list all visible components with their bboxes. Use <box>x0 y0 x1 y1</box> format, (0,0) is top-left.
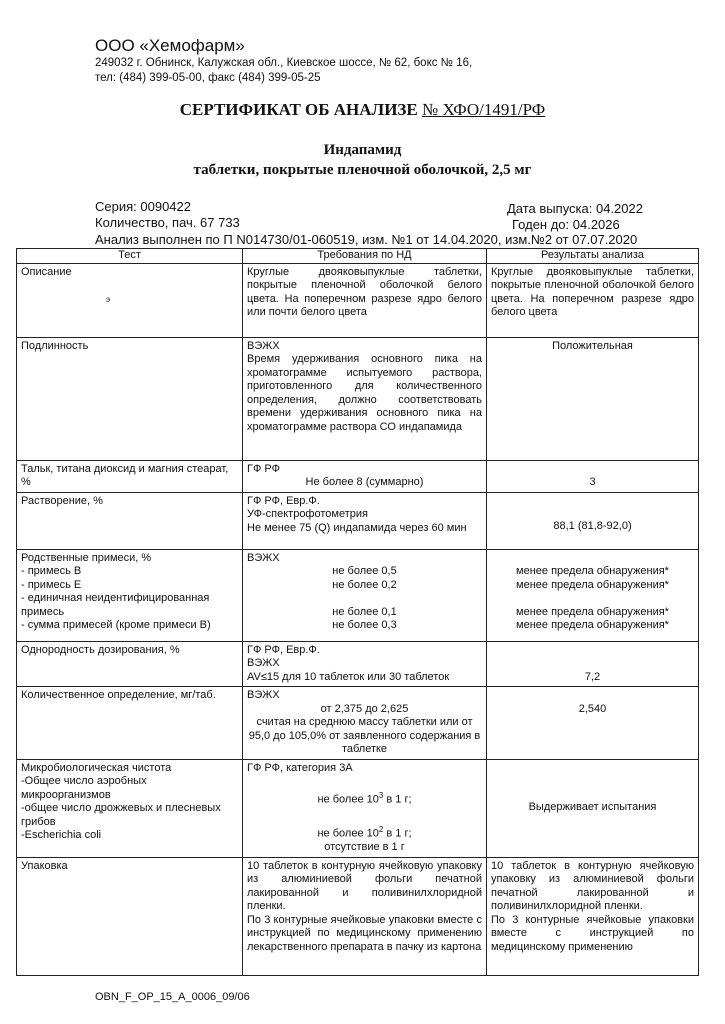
requirement-cell <box>243 641 487 687</box>
company-address <box>95 56 472 86</box>
result-cell: Выдерживает испытания <box>487 759 699 857</box>
requirement-text: AV≤15 для 10 таблеток или 30 таблеток <box>247 670 450 683</box>
test-name: Описание <box>21 265 72 278</box>
header-test: Тест <box>17 249 243 264</box>
method-label: ГФ РФ <box>247 462 280 475</box>
table-row <box>17 641 699 687</box>
requirement-cell: Круглые двояковыпуклые таблетки, покрытые пленочной оболочкой белого цвета. На поперечном разрезе ядро белого или почти белого цвета <box>243 263 487 337</box>
test-cell <box>17 549 243 641</box>
micro-limit <box>247 789 482 807</box>
test-name: Микробиологическая чистота <box>21 761 172 774</box>
requirement-text: Время удерживания основного пика на хроматограмме испытуемого раствора, приготовленного для количественного определения, должно соответствовать времени удерживания основного пика на хроматограмме раствора СО индапамида <box>247 353 482 433</box>
micro-subtest: -Escherichia coli <box>21 829 102 841</box>
table-row <box>17 549 699 641</box>
requirement-cell <box>243 857 487 975</box>
result-cell: 3 <box>487 460 699 492</box>
title-prefix: СЕРТИФИКАТ ОБ АНАЛИЗЕ <box>179 100 418 119</box>
impurity-name: - примесь Е <box>21 578 82 591</box>
method-label: ВЭЖХ <box>247 657 280 669</box>
test-cell: Подлинность <box>17 337 243 460</box>
test-name: Родственные примеси, % <box>21 551 152 564</box>
requirement-cell <box>243 759 487 857</box>
series: Серия: 0090422 <box>95 199 191 214</box>
test-cell <box>17 263 243 337</box>
table-header-row <box>17 249 699 264</box>
impurity-name: - сумма примесей (кроме примеси В) <box>21 619 211 631</box>
result-cell: 7,2 <box>487 641 699 687</box>
requirement-cell <box>243 337 487 460</box>
requirement-cell <box>243 492 487 549</box>
result-cell: 2,540 <box>487 687 699 760</box>
table-row <box>17 857 699 975</box>
result-cell <box>487 549 699 641</box>
result-text: 10 таблеток в контурную ячейковую упаковку из алюминиевой фольги печатной лакированной и поливинилхлоридной пленки. <box>491 859 694 913</box>
method-label: ГФ РФ, Евр.Ф. <box>247 643 320 656</box>
micro-subtest: -общее число дрожжевых и плесневых грибов <box>21 802 221 828</box>
result-text: По 3 контурные ячейковые упаковки вместе с инструкцией по медицинскому применению <box>491 913 694 953</box>
impurity-limit: не более 0,1 <box>332 605 397 618</box>
table-row <box>17 687 699 760</box>
limit-base: не более 10 <box>317 827 379 840</box>
analysis-reference: Анализ выполнен по П N014730/01-060519, изм. №1 от 14.04.2020, изм.№2 от 07.07.2020 <box>95 232 638 247</box>
requirement-text: от 2,375 до 2,625 <box>320 702 409 715</box>
product-name: Индапамид <box>323 142 402 158</box>
impurity-result: менее предела обнаружения* <box>516 619 669 631</box>
certificate-title <box>0 100 725 120</box>
micro-limit: отсутствие в 1 г <box>324 841 405 854</box>
method-label: УФ-спектрофотометрия <box>247 508 368 520</box>
impurity-limit: не более 0,3 <box>332 619 397 631</box>
limit-unit: в 1 г; <box>383 827 412 840</box>
header-requirements: Требования по НД <box>243 249 487 264</box>
test-cell: Тальк, титана диоксид и магния стеарат, % <box>17 460 243 492</box>
impurity-result: менее предела обнаружения* <box>516 565 669 577</box>
stray-mark: э <box>106 295 111 304</box>
table-row <box>17 263 699 337</box>
limit-exponent: 3 <box>378 791 384 800</box>
impurity-name: - примесь В <box>21 565 82 577</box>
impurity-limit: не более 0,5 <box>332 565 397 577</box>
requirement-text: По 3 контурные ячейковые упаковки вместе с инструкцией по медицинскому применению лекарственного препарата в пачку из картона <box>247 913 482 953</box>
method-label: ГФ РФ, Евр.Ф. <box>247 494 320 507</box>
table-row <box>17 759 699 857</box>
result-cell: Положительная <box>487 337 699 460</box>
analysis-table <box>16 248 699 976</box>
requirement-text: считая на среднюю массу таблетки или от 95,0 до 105,0% от заявленного содержания в таблетке <box>248 716 481 755</box>
requirement-cell <box>243 460 487 492</box>
impurity-limit: не более 0,2 <box>332 578 397 591</box>
address-line: 249032 г. Обнинск, Калужская обл., Киевское шоссе, № 62, бокс № 16, <box>95 57 473 69</box>
impurity-result: менее предела обнаружения* <box>516 605 669 618</box>
limit-exponent: 2 <box>378 825 384 835</box>
requirement-text: 10 таблеток в контурную ячейковую упаковку из алюминиевой фольги печатной лакированной и поливинилхлоридной пленки. <box>247 859 482 913</box>
requirement-text: Не более 8 (суммарно) <box>305 476 424 488</box>
method-label: ВЭЖХ <box>247 689 280 701</box>
quantity: Количество, пач. 67 733 <box>95 215 240 230</box>
requirement-cell <box>243 549 487 641</box>
test-cell: Однородность дозирования, % <box>17 641 243 687</box>
limit-base: не более 10 <box>317 793 379 806</box>
expiry-date: Годен до: 04.2026 <box>512 217 620 232</box>
limit-unit: в 1 г; <box>383 793 412 806</box>
company-name: ООО «Хемофарм» <box>95 36 245 55</box>
test-cell: Количественное определение, мг/таб. <box>17 687 243 760</box>
table-row <box>17 460 699 492</box>
method-label: ВЭЖХ <box>247 551 280 564</box>
result-cell: Круглые двояковыпуклые таблетки, покрытые пленочной оболочкой белого цвета. На поперечном разрезе ядро белого цвета <box>487 263 699 337</box>
table-row <box>17 492 699 549</box>
result-cell: 88,1 (81,8-92,0) <box>487 492 699 549</box>
header-results: Результаты анализа <box>487 249 699 264</box>
impurity-result: менее предела обнаружения* <box>516 578 669 591</box>
impurity-name: - единичная неидентифицированная примесь <box>21 592 210 618</box>
test-cell <box>17 759 243 857</box>
release-date: Дата выпуска: 04.2022 <box>507 201 643 216</box>
requirement-cell <box>243 687 487 760</box>
result-cell <box>487 857 699 975</box>
test-cell: Растворение, % <box>17 492 243 549</box>
product-form: таблетки, покрытые пленочной оболочкой, 2,5 мг <box>193 162 532 178</box>
requirement-text: Не менее 75 (Q) индапамида через 60 мин <box>247 521 467 534</box>
test-cell: Упаковка <box>17 857 243 975</box>
phone-line: тел: (484) 399-05-00, факс (484) 399-05-25 <box>95 72 321 84</box>
method-label: ВЭЖХ <box>247 339 280 352</box>
micro-limit <box>247 823 482 841</box>
micro-subtest: -Общее число аэробных микроорганизмов <box>21 775 147 801</box>
title-number: № ХФО/1491/РФ <box>422 100 546 119</box>
method-label: ГФ РФ, категория 3А <box>247 761 353 774</box>
form-code: OBN_F_OP_15_A_0006_09/06 <box>95 991 250 1003</box>
table-row <box>17 337 699 460</box>
